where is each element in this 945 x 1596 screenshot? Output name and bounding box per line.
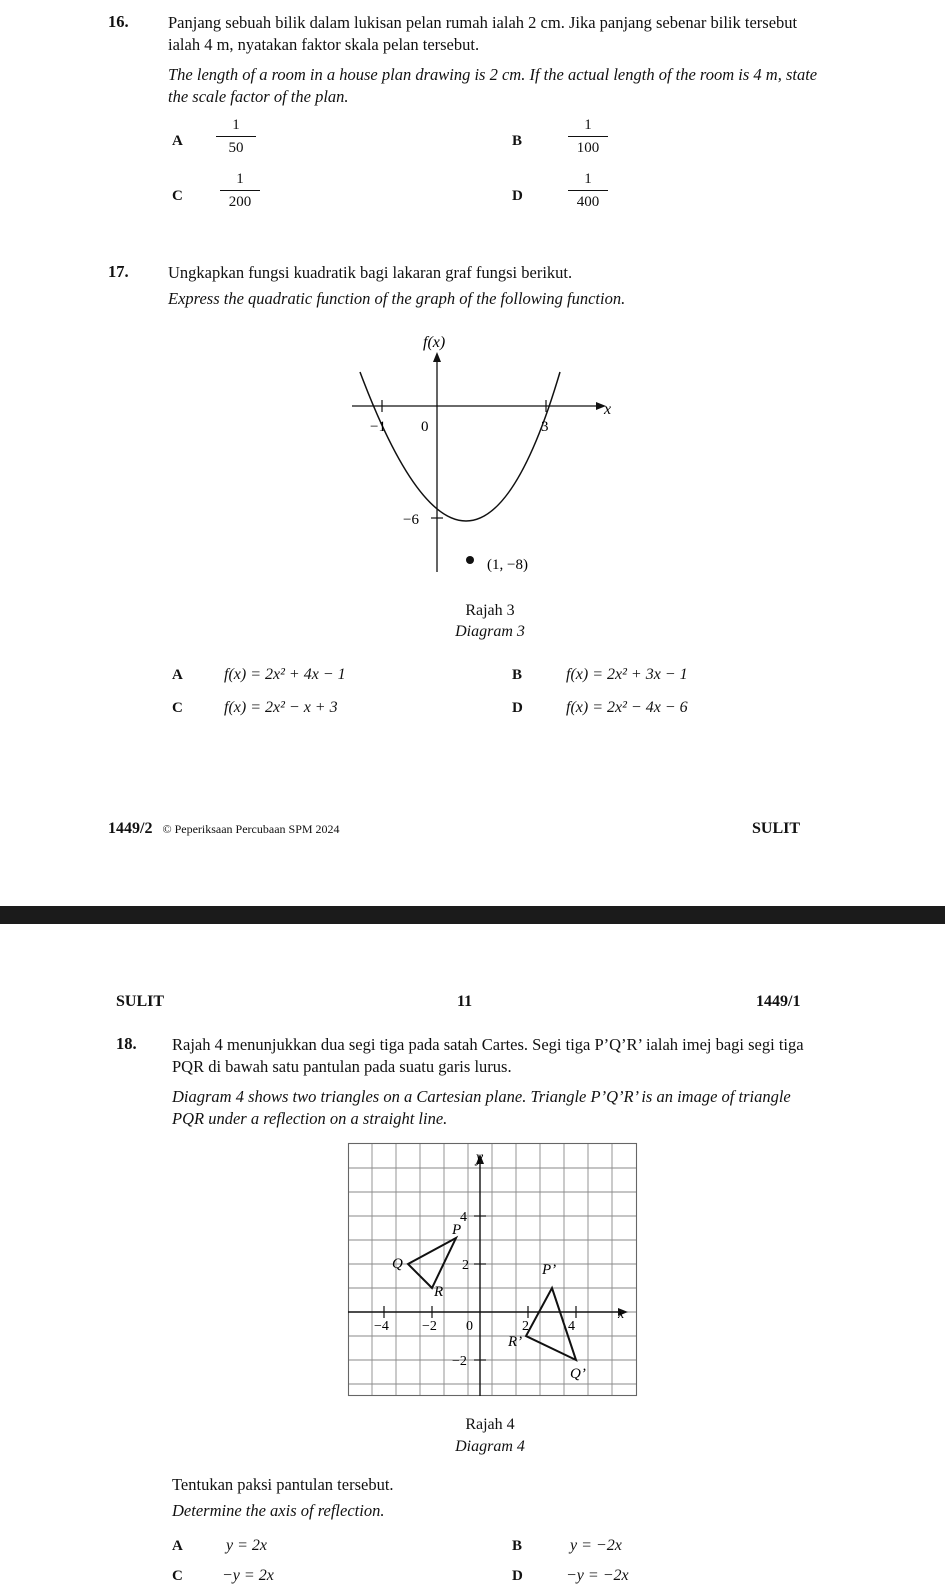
diagram-3-quadratic-graph xyxy=(340,325,630,585)
q17-option-d-letter[interactable]: D xyxy=(512,700,523,716)
q16-option-a-letter[interactable]: A xyxy=(172,133,183,149)
question-16-text-malay: Panjang sebuah bilik dalam lukisan pelan rumah ialah 2 cm. Jika panjang sebenar bilik tersebut ialah 4 m, nyatakan faktor skala pelan tersebut. xyxy=(168,13,798,54)
q18-option-c-text[interactable]: −y = 2x xyxy=(222,1567,274,1584)
diagram-4-caption-english: Diagram 4 xyxy=(455,1438,525,1455)
graph4-xm2-label: −2 xyxy=(422,1319,437,1334)
graph4-ym2-label: −2 xyxy=(452,1354,467,1369)
q18-option-d-letter[interactable]: D xyxy=(512,1568,523,1584)
graph4-y2-label: 2 xyxy=(462,1258,469,1273)
diagram-4-caption-malay: Rajah 4 xyxy=(465,1416,515,1433)
graph4-q-image-label: Q’ xyxy=(570,1366,586,1382)
footer-copyright: © Peperiksaan Percubaan SPM 2024 xyxy=(162,822,340,836)
question-17-number: 17. xyxy=(108,262,129,281)
graph3-fx-label: f(x) xyxy=(423,334,446,351)
q17-option-a-text[interactable]: f(x) = 2x² + 4x − 1 xyxy=(224,666,346,683)
question-18-text-malay: Rajah 4 menunjukkan dua segi tiga pada satah Cartes. Segi tiga P’Q’R’ ialah imej bagi segi tiga PQR di bawah satu pantulan pada suatu garis lurus. xyxy=(172,1035,804,1076)
question-17-text-english: Express the quadratic function of the graph of the following function. xyxy=(168,289,626,308)
graph4-p-image-label: P’ xyxy=(542,1262,557,1278)
graph3-parabola xyxy=(360,372,560,521)
q16-option-d-num: 1 xyxy=(584,171,592,187)
graph4-xm4-label: −4 xyxy=(374,1319,389,1334)
graph3-x-label: x xyxy=(604,401,612,418)
graph3-xm1-label: −1 xyxy=(370,419,386,435)
q16-option-b-den: 100 xyxy=(576,140,600,156)
graph3-origin-label: 0 xyxy=(421,419,429,435)
graph4-r-label: R xyxy=(434,1284,444,1300)
footer-code: 1449/2 xyxy=(108,820,153,837)
question-18-prompt-english: Determine the axis of reflection. xyxy=(172,1501,385,1520)
q16-option-d-letter[interactable]: D xyxy=(512,188,523,204)
q18-option-c-letter[interactable]: C xyxy=(172,1568,183,1584)
q16-option-c-num: 1 xyxy=(236,171,244,187)
header-code: 1449/1 xyxy=(756,993,801,1010)
graph3-x3-label: 3 xyxy=(541,419,549,435)
question-16-number: 16. xyxy=(108,12,129,31)
graph4-p-label: P xyxy=(452,1222,462,1238)
q16-option-d-fraction[interactable] xyxy=(568,170,608,211)
q16-option-c-letter[interactable]: C xyxy=(172,188,183,204)
graph3-vertex-label: (1, −8) xyxy=(487,557,528,573)
q16-option-b-letter[interactable]: B xyxy=(512,133,523,149)
q17-option-b-letter[interactable]: B xyxy=(512,667,523,683)
q16-option-d-den: 400 xyxy=(576,194,600,210)
q18-option-b-text[interactable]: y = −2x xyxy=(570,1537,622,1554)
q16-option-c-fraction[interactable] xyxy=(220,170,260,211)
q18-option-d-text[interactable]: −y = −2x xyxy=(566,1567,629,1584)
q18-option-b-letter[interactable]: B xyxy=(512,1538,523,1554)
header-page-number: 11 xyxy=(457,993,473,1010)
question-16-text-english: The length of a room in a house plan drawing is 2 cm. If the actual length of the room is 4 m, state the scale factor of the plan. xyxy=(168,65,818,106)
question-18-prompt-malay: Tentukan paksi pantulan tersebut. xyxy=(172,1475,394,1494)
footer-sulit: SULIT xyxy=(752,820,801,837)
diagram-3-caption-english: Diagram 3 xyxy=(455,623,525,640)
q17-option-b-text[interactable]: f(x) = 2x² + 3x − 1 xyxy=(566,666,688,683)
graph4-r-image-label: R’ xyxy=(508,1334,523,1350)
q16-option-b-num: 1 xyxy=(584,117,592,133)
question-18-text-english: Diagram 4 shows two triangles on a Cartesian plane. Triangle P’Q’R’ is an image of triangle PQR under a reflection on a straight line. xyxy=(172,1087,791,1128)
header-sulit: SULIT xyxy=(116,993,165,1010)
graph4-x2-label: 2 xyxy=(522,1319,529,1334)
graph4-y-label: y xyxy=(476,1149,484,1166)
q17-option-d-text[interactable]: f(x) = 2x² − 4x − 6 xyxy=(566,699,688,716)
q18-option-a-letter[interactable]: A xyxy=(172,1538,183,1554)
triangle-pqr xyxy=(408,1238,456,1288)
q17-option-c-letter[interactable]: C xyxy=(172,700,183,716)
q16-option-c-den: 200 xyxy=(228,194,252,210)
graph4-q-label: Q xyxy=(392,1256,403,1272)
q17-option-a-letter[interactable]: A xyxy=(172,667,183,683)
page-footer xyxy=(108,820,340,838)
q17-option-c-text[interactable]: f(x) = 2x² − x + 3 xyxy=(224,699,338,716)
question-18-number: 18. xyxy=(116,1034,137,1053)
graph4-y4-label: 4 xyxy=(460,1210,467,1225)
q16-option-a-fraction[interactable] xyxy=(216,116,256,157)
diagram-3-caption-malay: Rajah 3 xyxy=(465,602,515,619)
q18-option-a-text[interactable]: y = 2x xyxy=(226,1537,267,1554)
q16-option-a-num: 1 xyxy=(232,117,240,133)
graph3-y-arrow xyxy=(433,352,441,362)
diagram-4-cartesian-plane xyxy=(346,1140,640,1398)
graph4-x-label: x xyxy=(618,1307,625,1322)
q16-option-a-den: 50 xyxy=(228,140,244,156)
graph3-ym6-label: −6 xyxy=(403,512,419,528)
question-17-text-malay: Ungkapkan fungsi kuadratik bagi lakaran graf fungsi berikut. xyxy=(168,263,573,282)
q16-option-b-fraction[interactable] xyxy=(568,116,608,157)
page-separator xyxy=(0,906,945,924)
graph4-x4-label: 4 xyxy=(568,1319,575,1334)
graph4-origin-label: 0 xyxy=(466,1319,473,1334)
graph3-vertex-point xyxy=(466,556,474,564)
